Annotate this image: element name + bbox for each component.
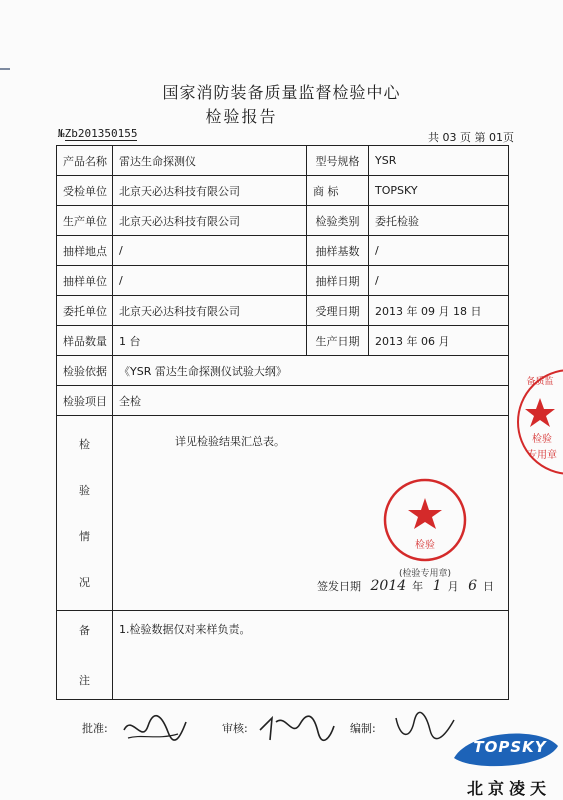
table-row xyxy=(57,266,509,296)
produce-date-label: 生产日期 xyxy=(307,326,369,356)
stamp-star-icon xyxy=(408,498,442,529)
sign-day: 6 xyxy=(468,578,477,594)
logo-name: TOPSKY xyxy=(473,738,547,756)
trademark-label-text xyxy=(313,183,362,199)
table-row xyxy=(57,356,509,386)
table-row xyxy=(57,146,509,176)
production-unit-value: 北京天必达科技有限公司 xyxy=(113,206,307,236)
inspection-label-char: 况 xyxy=(79,576,90,589)
sign-year: 2014 xyxy=(370,578,407,594)
inspection-label xyxy=(57,416,113,611)
sample-qty-value: 1 台 xyxy=(113,326,307,356)
remarks-label-char: 注 xyxy=(79,674,90,687)
approve-label: 批准: xyxy=(82,722,108,735)
product-name-label: 产品名称 xyxy=(57,146,113,176)
sample-qty-label: 样品数量 xyxy=(57,326,113,356)
logo-cn-name: 北京凌天 xyxy=(466,779,551,798)
table-row xyxy=(57,296,509,326)
side-stamp-top: 备质监 xyxy=(526,377,554,387)
produce-date-value: 2013 年 06 月 xyxy=(369,326,509,356)
side-stamp-star-icon xyxy=(525,398,555,427)
accept-date-value: 2013 年 09 月 18 日 xyxy=(369,296,509,326)
sampling-unit-label: 抽样单位 xyxy=(57,266,113,296)
inspection-label-char: 检 xyxy=(79,438,90,451)
year-unit: 年 xyxy=(412,580,424,593)
client-value: 北京天必达科技有限公司 xyxy=(113,296,307,326)
compile-label: 编制: xyxy=(350,722,376,735)
table-row xyxy=(57,206,509,236)
stamp-caption: (检验专用章) xyxy=(398,569,452,579)
review-signature xyxy=(256,710,336,746)
accept-date-label: 受理日期 xyxy=(307,296,369,326)
page-info: 共 03 页 第 01页 xyxy=(428,131,514,144)
stamp-text: 检验 xyxy=(415,540,435,551)
day-unit: 日 xyxy=(483,580,494,593)
product-name-value: 雷达生命探测仪 xyxy=(113,146,307,176)
sampling-date-value: / xyxy=(369,266,509,296)
inspection-summary: 详见检验结果汇总表。 xyxy=(175,435,285,448)
table-row xyxy=(57,236,509,266)
side-stamp-mid: 检验 xyxy=(532,434,552,445)
client-label: 委托单位 xyxy=(57,296,113,326)
report-number xyxy=(58,127,137,140)
month-unit: 月 xyxy=(447,580,459,593)
trademark-label xyxy=(307,176,369,206)
sampling-base-label: 抽样基数 xyxy=(307,236,369,266)
side-stamp-bottom: 专用章 xyxy=(527,450,557,461)
sampling-unit-value: / xyxy=(113,266,307,296)
inspection-label-char: 验 xyxy=(79,484,90,497)
inspection-type-value: 委托检验 xyxy=(369,206,509,236)
inspection-stamp xyxy=(380,472,470,582)
basis-value: 《YSR 雷达生命探测仪试验大纲》 xyxy=(113,356,509,386)
production-unit-label: 生产单位 xyxy=(57,206,113,236)
sampling-place-value: / xyxy=(113,236,307,266)
table-row xyxy=(57,326,509,356)
remarks-label xyxy=(57,611,113,700)
items-label: 检验项目 xyxy=(57,386,113,416)
sampling-place-label: 抽样地点 xyxy=(57,236,113,266)
remarks-label-char: 备 xyxy=(79,624,90,637)
sampling-base-value: / xyxy=(369,236,509,266)
fold-mark xyxy=(0,68,10,70)
table-row xyxy=(57,386,509,416)
inspected-unit-value: 北京天必达科技有限公司 xyxy=(113,176,307,206)
report-number-prefix: № xyxy=(58,127,65,140)
model-label: 型号规格 xyxy=(307,146,369,176)
review-label: 审核: xyxy=(222,722,248,735)
side-stamp xyxy=(510,362,563,482)
sampling-date-label: 抽样日期 xyxy=(307,266,369,296)
inspection-type-label: 检验类别 xyxy=(307,206,369,236)
sign-date-label: 签发日期 xyxy=(317,580,362,593)
remarks-content xyxy=(113,611,509,700)
remarks-row xyxy=(57,611,509,700)
approve-signature xyxy=(118,708,190,748)
items-value: 全检 xyxy=(113,386,509,416)
model-value: YSR xyxy=(369,146,509,176)
inspected-unit-label: 受检单位 xyxy=(57,176,113,206)
table-row xyxy=(57,176,509,206)
remarks-note: 1.检验数据仅对来样负责。 xyxy=(119,623,251,636)
sign-month: 1 xyxy=(432,578,442,594)
org-title: 国家消防装备质量监督检验中心 xyxy=(162,83,401,102)
report-number-value: Zb201350155 xyxy=(64,127,138,140)
trademark-label-text: 商 标 xyxy=(313,184,339,198)
trademark-value: TOPSKY xyxy=(369,176,509,206)
inspection-label-char: 情 xyxy=(79,530,90,543)
report-table xyxy=(56,145,509,700)
doc-title: 检验报告 xyxy=(205,107,278,126)
basis-label: 检验依据 xyxy=(57,356,113,386)
